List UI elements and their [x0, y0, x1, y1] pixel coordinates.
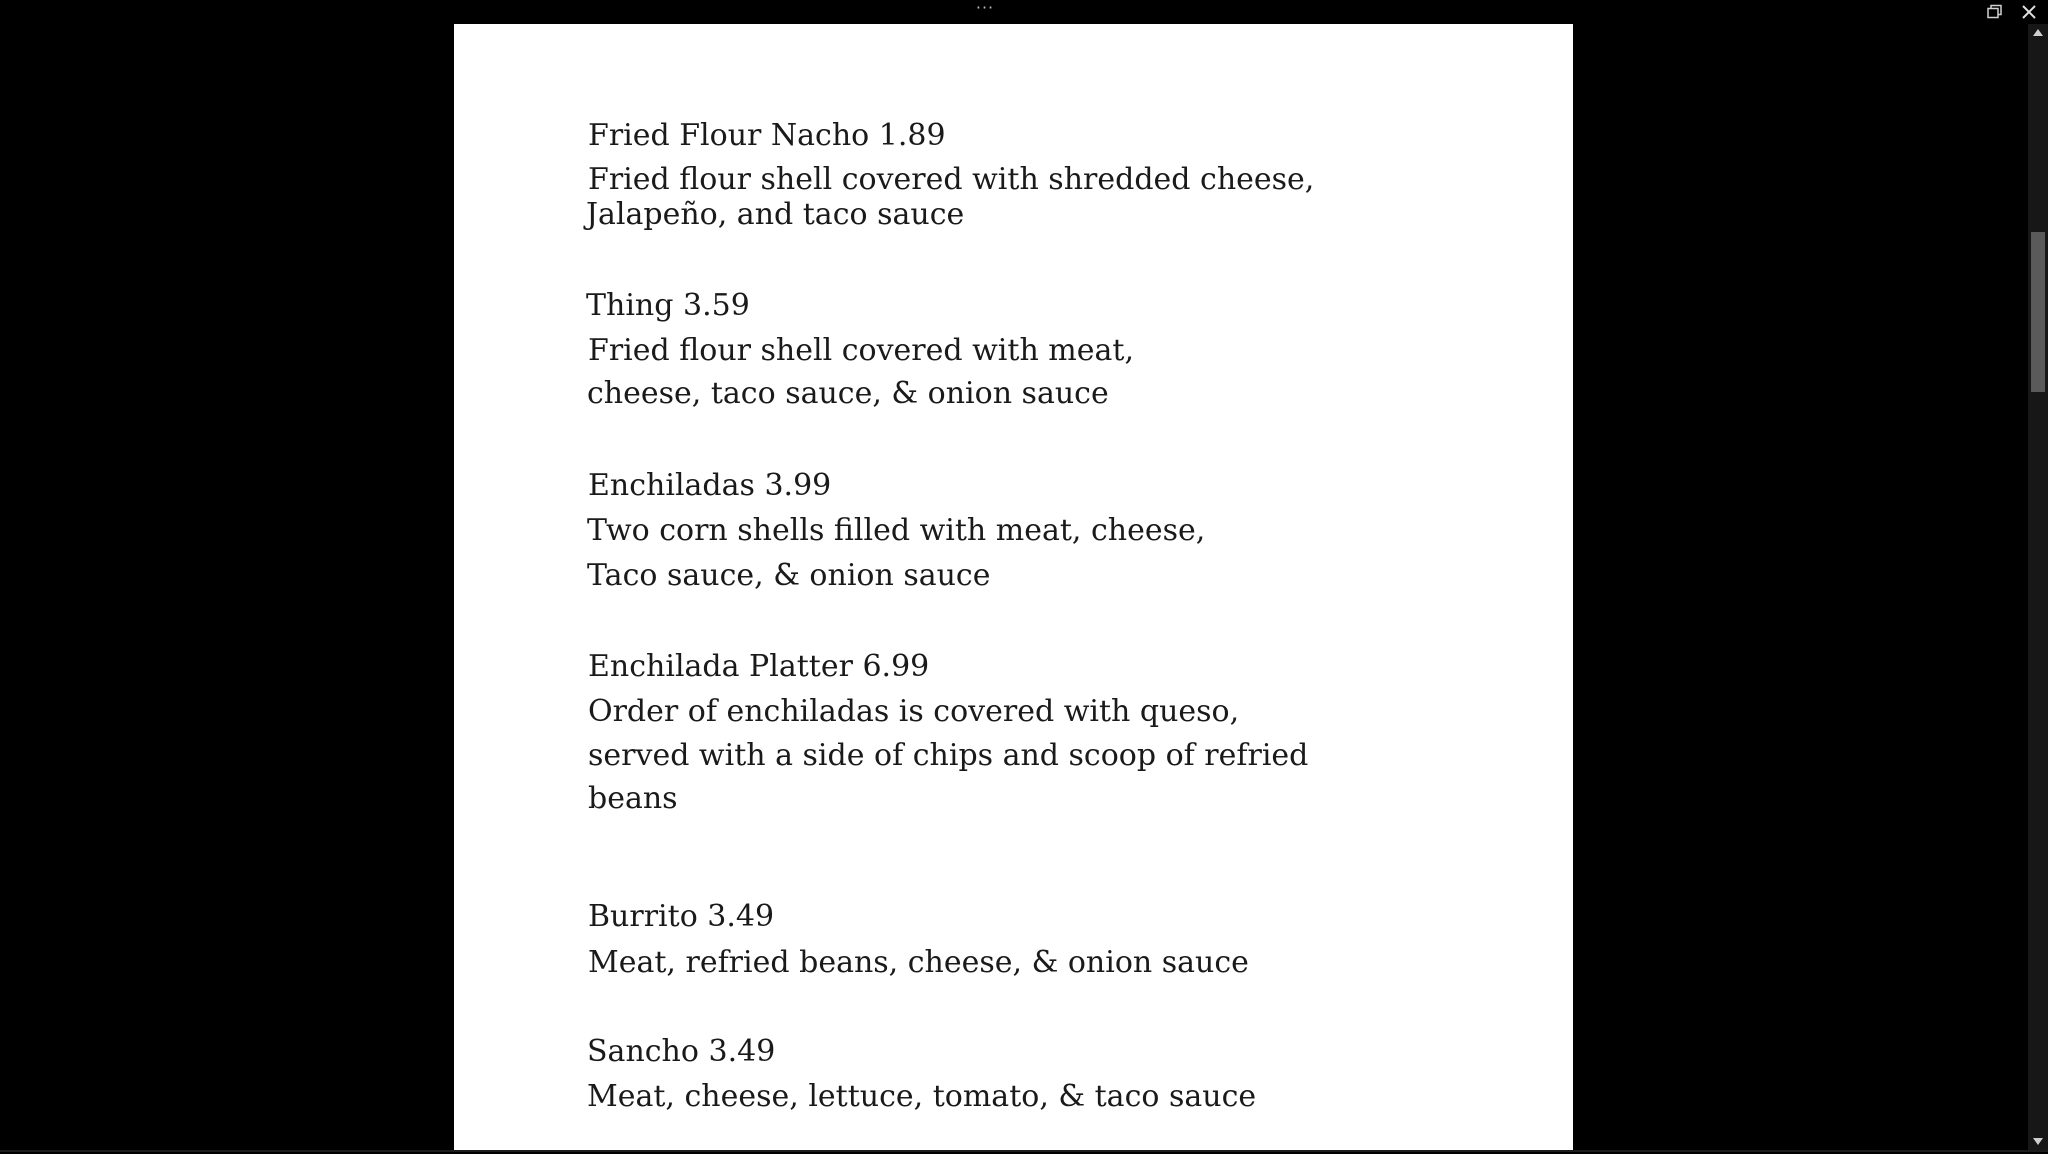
- restore-window-button[interactable]: [1986, 4, 2004, 20]
- menu-item-description: Fried flour shell covered with meat,: [588, 333, 1134, 368]
- menu-item-description: Meat, refried beans, cheese, & onion sauce: [588, 945, 1249, 980]
- menu-item-title: Enchiladas 3.99: [588, 468, 832, 503]
- more-dots-icon: ···: [975, 0, 995, 17]
- scroll-down-button[interactable]: [2028, 1132, 2048, 1150]
- menu-item-description: Order of enchiladas is covered with queso,: [588, 694, 1240, 729]
- document-page: [454, 24, 1573, 1152]
- menu-item-title: Enchilada Platter 6.99: [588, 649, 930, 684]
- menu-item-description: beans: [588, 781, 678, 816]
- arrow-up-icon: [2028, 24, 2048, 42]
- scroll-up-button[interactable]: [2028, 24, 2048, 42]
- scroll-thumb[interactable]: [2031, 232, 2045, 392]
- menu-item-description: cheese, taco sauce, & onion sauce: [587, 376, 1109, 411]
- menu-item-title: Burrito 3.49: [588, 899, 775, 934]
- menu-item-description: Fried flour shell covered with shredded cheese,: [588, 162, 1315, 197]
- close-button[interactable]: [2018, 2, 2040, 22]
- more-options-button[interactable]: [974, 0, 996, 20]
- close-icon: [2018, 2, 2040, 22]
- title-bar: [0, 0, 2048, 24]
- restore-window-icon: [1986, 4, 2004, 20]
- menu-item-description: Jalapeño, and taco sauce: [586, 197, 965, 232]
- menu-item-description: Two corn shells filled with meat, cheese,: [587, 513, 1206, 548]
- menu-item-title: Fried Flour Nacho 1.89: [588, 118, 946, 153]
- menu-item-description: served with a side of chips and scoop of refried: [588, 738, 1309, 773]
- arrow-down-icon: [2028, 1132, 2048, 1150]
- menu-item-description: Taco sauce, & onion sauce: [587, 558, 991, 593]
- menu-item-title: Sancho 3.49: [587, 1034, 776, 1069]
- vertical-scrollbar[interactable]: [2028, 24, 2048, 1152]
- menu-item-description: Meat, cheese, lettuce, tomato, & taco sauce: [587, 1079, 1257, 1114]
- menu-item-title: Thing 3.59: [586, 288, 750, 323]
